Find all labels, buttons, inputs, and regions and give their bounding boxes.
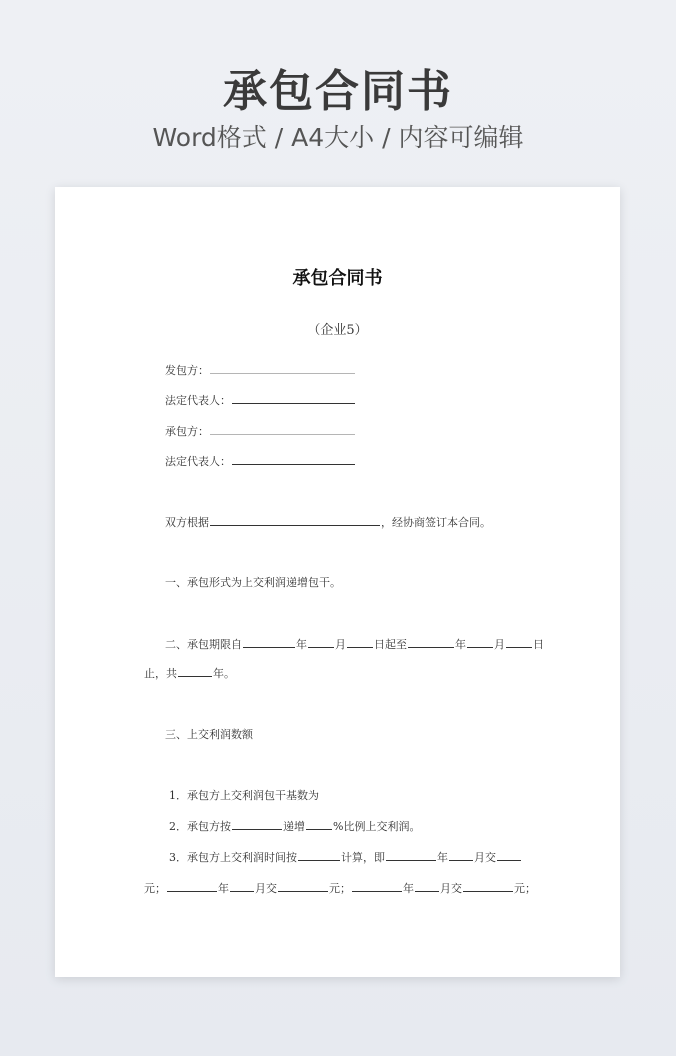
issuer-rep-label: 法定代表人： bbox=[165, 394, 231, 407]
clause-2-text: 年 bbox=[296, 638, 307, 651]
contractor-line bbox=[165, 422, 356, 441]
clause-2-line-1 bbox=[165, 635, 544, 654]
item-3-text: 元； bbox=[144, 882, 166, 895]
blank[interactable] bbox=[278, 879, 328, 892]
clause-2-text: 月 bbox=[335, 638, 346, 651]
contractor-rep-blank[interactable] bbox=[232, 452, 355, 465]
item-3-text: 月交 bbox=[255, 882, 277, 895]
contractor-rep-line bbox=[165, 452, 356, 471]
blank[interactable] bbox=[243, 635, 295, 648]
contractor-blank[interactable] bbox=[210, 422, 355, 435]
blank[interactable] bbox=[178, 664, 212, 677]
blank[interactable] bbox=[415, 879, 439, 892]
clause-2-text: 日起至 bbox=[374, 638, 407, 651]
issuer-rep-blank[interactable] bbox=[232, 391, 355, 404]
blank[interactable] bbox=[506, 635, 532, 648]
contractor-rep-label: 法定代表人： bbox=[165, 455, 231, 468]
item-3-text: 计算，即 bbox=[341, 851, 385, 864]
blank[interactable] bbox=[306, 817, 332, 830]
clause-2-line-2 bbox=[144, 664, 235, 683]
issuer-line bbox=[165, 361, 356, 380]
clause-2-text: 止，共 bbox=[144, 667, 177, 680]
item-2-text: 递增 bbox=[283, 820, 305, 833]
blank[interactable] bbox=[298, 848, 340, 861]
blank[interactable] bbox=[467, 635, 493, 648]
item-1: 1．承包方上交利润包干基数为 bbox=[169, 789, 319, 802]
basis-prefix: 双方根据 bbox=[165, 516, 209, 529]
clause-2-text: 年。 bbox=[213, 667, 235, 680]
item-3-text: 年 bbox=[437, 851, 448, 864]
issuer-rep-line bbox=[165, 391, 356, 410]
item-2-text: 2．承包方按 bbox=[169, 820, 231, 833]
issuer-blank[interactable] bbox=[210, 361, 355, 374]
clause-3-title: 三、上交利润数额 bbox=[165, 728, 253, 741]
blank[interactable] bbox=[167, 879, 217, 892]
document-page bbox=[55, 187, 620, 977]
item-3-text: 年 bbox=[403, 882, 414, 895]
clause-2-text: 月 bbox=[494, 638, 505, 651]
clause-2-text: 年 bbox=[455, 638, 466, 651]
blank[interactable] bbox=[463, 879, 513, 892]
blank[interactable] bbox=[347, 635, 373, 648]
item-3-text: 月交 bbox=[440, 882, 462, 895]
item-3-text: 元； bbox=[514, 882, 536, 895]
item-3-text: 月交 bbox=[474, 851, 496, 864]
basis-suffix: ，经协商签订本合同。 bbox=[381, 516, 491, 529]
clause-2-text: 二、承包期限自 bbox=[165, 638, 242, 651]
item-3-text: 元； bbox=[329, 882, 351, 895]
blank[interactable] bbox=[408, 635, 454, 648]
item-3-line-1 bbox=[169, 848, 522, 867]
document-title: 承包合同书 bbox=[292, 268, 383, 289]
basis-blank[interactable] bbox=[210, 513, 380, 526]
blank[interactable] bbox=[352, 879, 402, 892]
document-subtitle: （企业5） bbox=[307, 323, 368, 338]
item-3-line-2 bbox=[144, 879, 536, 898]
blank[interactable] bbox=[232, 817, 282, 830]
blank[interactable] bbox=[308, 635, 334, 648]
item-3-text: 年 bbox=[218, 882, 229, 895]
blank[interactable] bbox=[449, 848, 473, 861]
clause-2-text: 日 bbox=[533, 638, 544, 651]
item-2-text: %比例上交利润。 bbox=[333, 820, 421, 833]
clause-1: 一、承包形式为上交利润递增包干。 bbox=[165, 576, 341, 589]
issuer-label: 发包方： bbox=[165, 364, 209, 377]
blank[interactable] bbox=[230, 879, 254, 892]
item-3-text: 3．承包方上交利润时间按 bbox=[169, 851, 297, 864]
blank[interactable] bbox=[386, 848, 436, 861]
banner-title: 承包合同书 bbox=[223, 66, 453, 117]
contractor-label: 承包方： bbox=[165, 425, 209, 438]
item-2 bbox=[169, 817, 420, 836]
basis-paragraph bbox=[165, 513, 491, 532]
banner-subtitle: Word格式 / A4大小 / 内容可编辑 bbox=[152, 123, 524, 152]
blank[interactable] bbox=[497, 848, 521, 861]
